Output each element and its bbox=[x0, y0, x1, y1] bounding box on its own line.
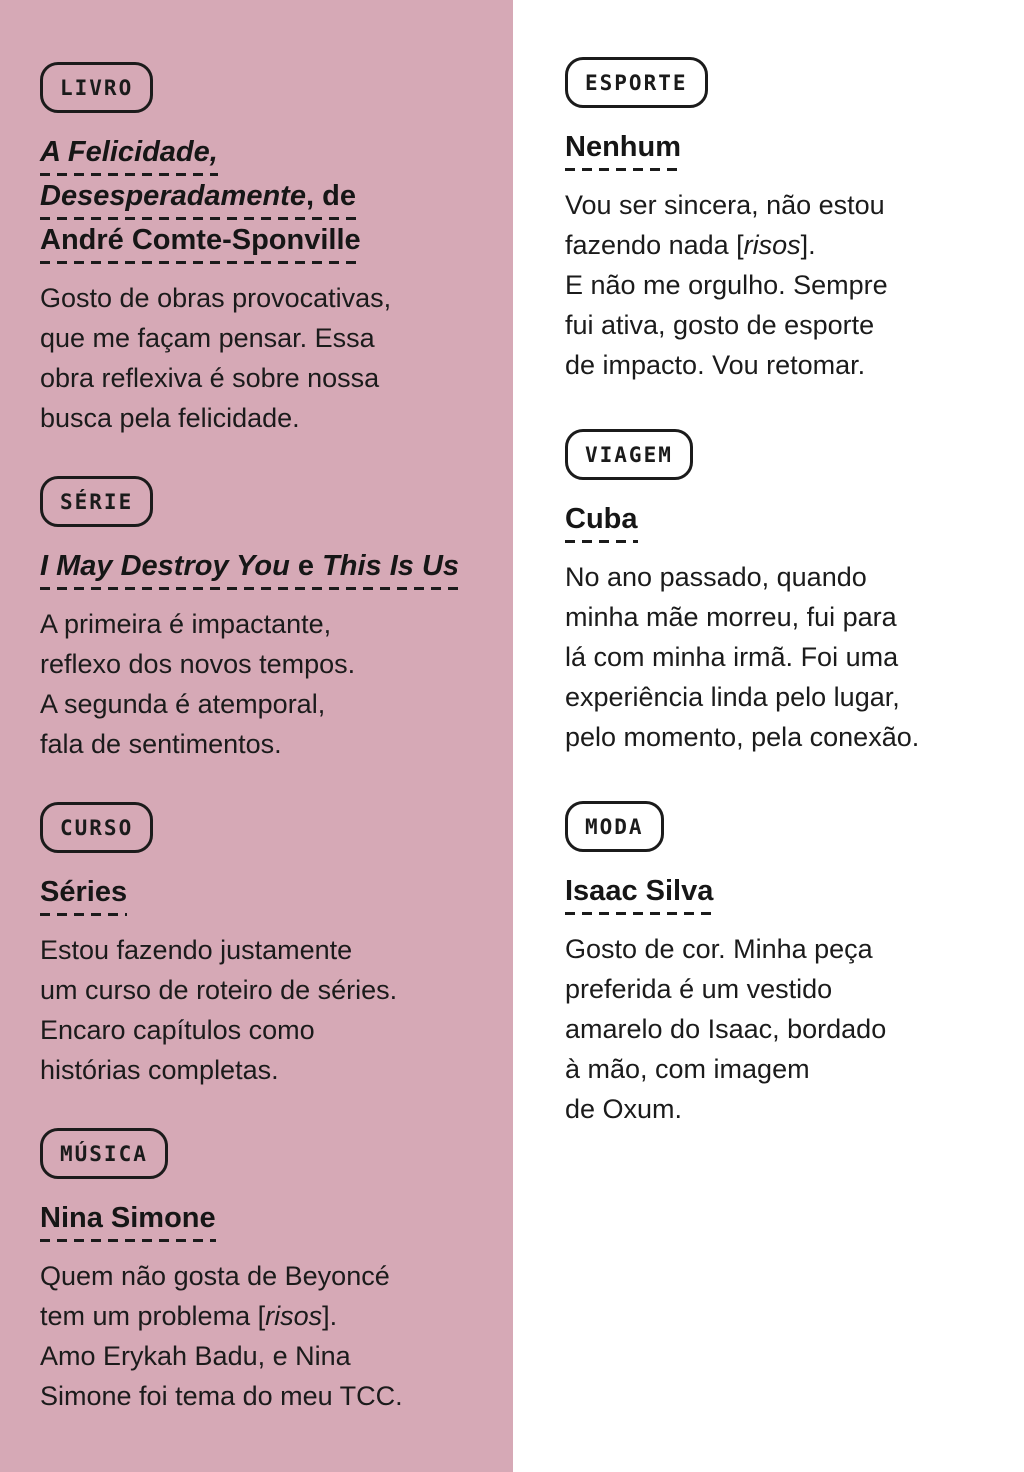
body-segment: Simone foi tema do meu TCC. bbox=[40, 1381, 403, 1411]
body-line bbox=[565, 717, 1006, 757]
body-segment: Quem não gosta de Beyoncé bbox=[40, 1261, 390, 1291]
section-title bbox=[40, 877, 489, 916]
section-curso bbox=[40, 802, 489, 1090]
body-line bbox=[565, 225, 1006, 265]
body-segment: à mão, com imagem bbox=[565, 1054, 810, 1084]
body-segment: ]. bbox=[322, 1301, 338, 1331]
body-segment: que me façam pensar. Essa bbox=[40, 323, 375, 353]
body-line bbox=[40, 724, 489, 764]
body-segment: um curso de roteiro de séries. bbox=[40, 975, 398, 1005]
category-badge: MÚSICA bbox=[40, 1128, 168, 1179]
body-segment: No ano passado, quando bbox=[565, 562, 867, 592]
body-line bbox=[40, 1010, 489, 1050]
title-segment: A Felicidade, bbox=[40, 136, 218, 168]
category-badge: ESPORTE bbox=[565, 57, 708, 108]
body-line bbox=[565, 305, 1006, 345]
title-segment: e bbox=[289, 550, 323, 582]
title-underline bbox=[40, 225, 361, 264]
body-line bbox=[40, 1296, 489, 1336]
section-moda bbox=[565, 801, 1006, 1129]
body-line bbox=[40, 1336, 489, 1376]
category-badge-row bbox=[565, 429, 1006, 480]
title-underline bbox=[40, 1203, 216, 1242]
body-line bbox=[40, 1376, 489, 1416]
body-line bbox=[565, 1049, 1006, 1089]
body-line bbox=[40, 684, 489, 724]
body-segment: Estou fazendo justamente bbox=[40, 935, 353, 965]
body-segment: experiência linda pelo lugar, bbox=[565, 682, 900, 712]
column-right bbox=[513, 0, 1024, 1472]
body-segment: pelo momento, pela conexão. bbox=[565, 722, 920, 752]
title-underline bbox=[565, 132, 681, 171]
body-segment: de Oxum. bbox=[565, 1094, 683, 1124]
body-line bbox=[565, 637, 1006, 677]
title-line bbox=[40, 877, 489, 916]
body-line bbox=[40, 1050, 489, 1090]
body-segment: risos bbox=[265, 1301, 323, 1331]
body-line bbox=[565, 185, 1006, 225]
body-segment: histórias completas. bbox=[40, 1055, 279, 1085]
section-title bbox=[565, 132, 1006, 171]
section-body bbox=[40, 1256, 489, 1416]
title-line bbox=[40, 181, 489, 220]
section-body bbox=[40, 930, 489, 1090]
body-segment: de impacto. Vou retomar. bbox=[565, 350, 866, 380]
body-segment: Gosto de cor. Minha peça bbox=[565, 934, 873, 964]
section-title bbox=[565, 876, 1006, 915]
title-segment: , de bbox=[305, 180, 356, 212]
body-line bbox=[565, 597, 1006, 637]
category-badge-row bbox=[40, 62, 489, 113]
body-segment: fala de sentimentos. bbox=[40, 729, 282, 759]
category-badge: LIVRO bbox=[40, 62, 153, 113]
body-line bbox=[565, 345, 1006, 385]
title-line bbox=[40, 551, 489, 590]
body-segment: lá com minha irmã. Foi uma bbox=[565, 642, 899, 672]
body-segment: fazendo nada [ bbox=[565, 230, 744, 260]
section-esporte bbox=[565, 57, 1006, 385]
title-segment: This Is Us bbox=[322, 550, 460, 582]
category-badge: SÉRIE bbox=[40, 476, 153, 527]
category-badge-row bbox=[40, 476, 489, 527]
body-line bbox=[565, 929, 1006, 969]
body-line bbox=[40, 318, 489, 358]
category-badge-row bbox=[40, 1128, 489, 1179]
title-segment: André Comte-Sponville bbox=[40, 224, 361, 256]
section-title bbox=[40, 551, 489, 590]
body-line bbox=[565, 1089, 1006, 1129]
body-segment: ]. bbox=[800, 230, 816, 260]
title-line bbox=[40, 1203, 489, 1242]
body-segment: Encaro capítulos como bbox=[40, 1015, 315, 1045]
body-segment: busca pela felicidade. bbox=[40, 403, 300, 433]
body-segment: Gosto de obras provocativas, bbox=[40, 283, 392, 313]
body-segment: Vou ser sincera, não estou bbox=[565, 190, 885, 220]
section-body bbox=[40, 278, 489, 438]
section-viagem bbox=[565, 429, 1006, 757]
body-line bbox=[40, 398, 489, 438]
section-livro bbox=[40, 62, 489, 438]
title-line bbox=[40, 137, 489, 176]
title-line bbox=[565, 504, 1006, 543]
title-line bbox=[565, 132, 1006, 171]
body-line bbox=[40, 278, 489, 318]
section-body bbox=[565, 185, 1006, 385]
body-segment: fui ativa, gosto de esporte bbox=[565, 310, 875, 340]
body-segment: preferida é um vestido bbox=[565, 974, 833, 1004]
category-badge: VIAGEM bbox=[565, 429, 693, 480]
body-line bbox=[565, 557, 1006, 597]
body-segment: amarelo do Isaac, bordado bbox=[565, 1014, 887, 1044]
title-underline bbox=[565, 504, 638, 543]
title-segment: Desesperadamente bbox=[40, 180, 306, 212]
category-badge-row bbox=[565, 57, 1006, 108]
body-line bbox=[40, 644, 489, 684]
body-line bbox=[40, 930, 489, 970]
title-segment: I May Destroy You bbox=[40, 550, 290, 582]
section-serie bbox=[40, 476, 489, 764]
title-line bbox=[40, 225, 489, 264]
body-line bbox=[565, 969, 1006, 1009]
title-underline bbox=[40, 551, 459, 590]
body-segment: Amo Erykah Badu, e Nina bbox=[40, 1341, 351, 1371]
category-badge: CURSO bbox=[40, 802, 153, 853]
body-segment: A primeira é impactante, bbox=[40, 609, 332, 639]
body-line bbox=[40, 970, 489, 1010]
body-segment: risos bbox=[743, 230, 801, 260]
body-line bbox=[40, 1256, 489, 1296]
title-underline bbox=[40, 181, 356, 220]
body-segment: tem um problema [ bbox=[40, 1301, 266, 1331]
body-segment: obra reflexiva é sobre nossa bbox=[40, 363, 380, 393]
section-title bbox=[565, 504, 1006, 543]
section-body bbox=[565, 557, 1006, 757]
category-badge-row bbox=[40, 802, 489, 853]
section-body bbox=[565, 929, 1006, 1129]
title-segment: Isaac Silva bbox=[565, 875, 714, 907]
body-line bbox=[565, 677, 1006, 717]
title-segment: Nina Simone bbox=[40, 1202, 216, 1234]
body-line bbox=[40, 358, 489, 398]
body-segment: minha mãe morreu, fui para bbox=[565, 602, 897, 632]
body-segment: A segunda é atemporal, bbox=[40, 689, 326, 719]
body-line bbox=[565, 265, 1006, 305]
category-badge-row bbox=[565, 801, 1006, 852]
body-segment: reflexo dos novos tempos. bbox=[40, 649, 356, 679]
category-badge: MODA bbox=[565, 801, 664, 852]
section-title bbox=[40, 1203, 489, 1242]
title-segment: Cuba bbox=[565, 503, 638, 535]
section-title bbox=[40, 137, 489, 264]
title-underline bbox=[565, 876, 713, 915]
body-line bbox=[565, 1009, 1006, 1049]
title-segment: Séries bbox=[40, 876, 128, 908]
body-segment: E não me orgulho. Sempre bbox=[565, 270, 888, 300]
body-line bbox=[40, 604, 489, 644]
title-underline bbox=[40, 137, 218, 176]
title-segment: Nenhum bbox=[565, 131, 681, 163]
section-body bbox=[40, 604, 489, 764]
title-line bbox=[565, 876, 1006, 915]
title-underline bbox=[40, 877, 127, 916]
section-musica bbox=[40, 1128, 489, 1416]
